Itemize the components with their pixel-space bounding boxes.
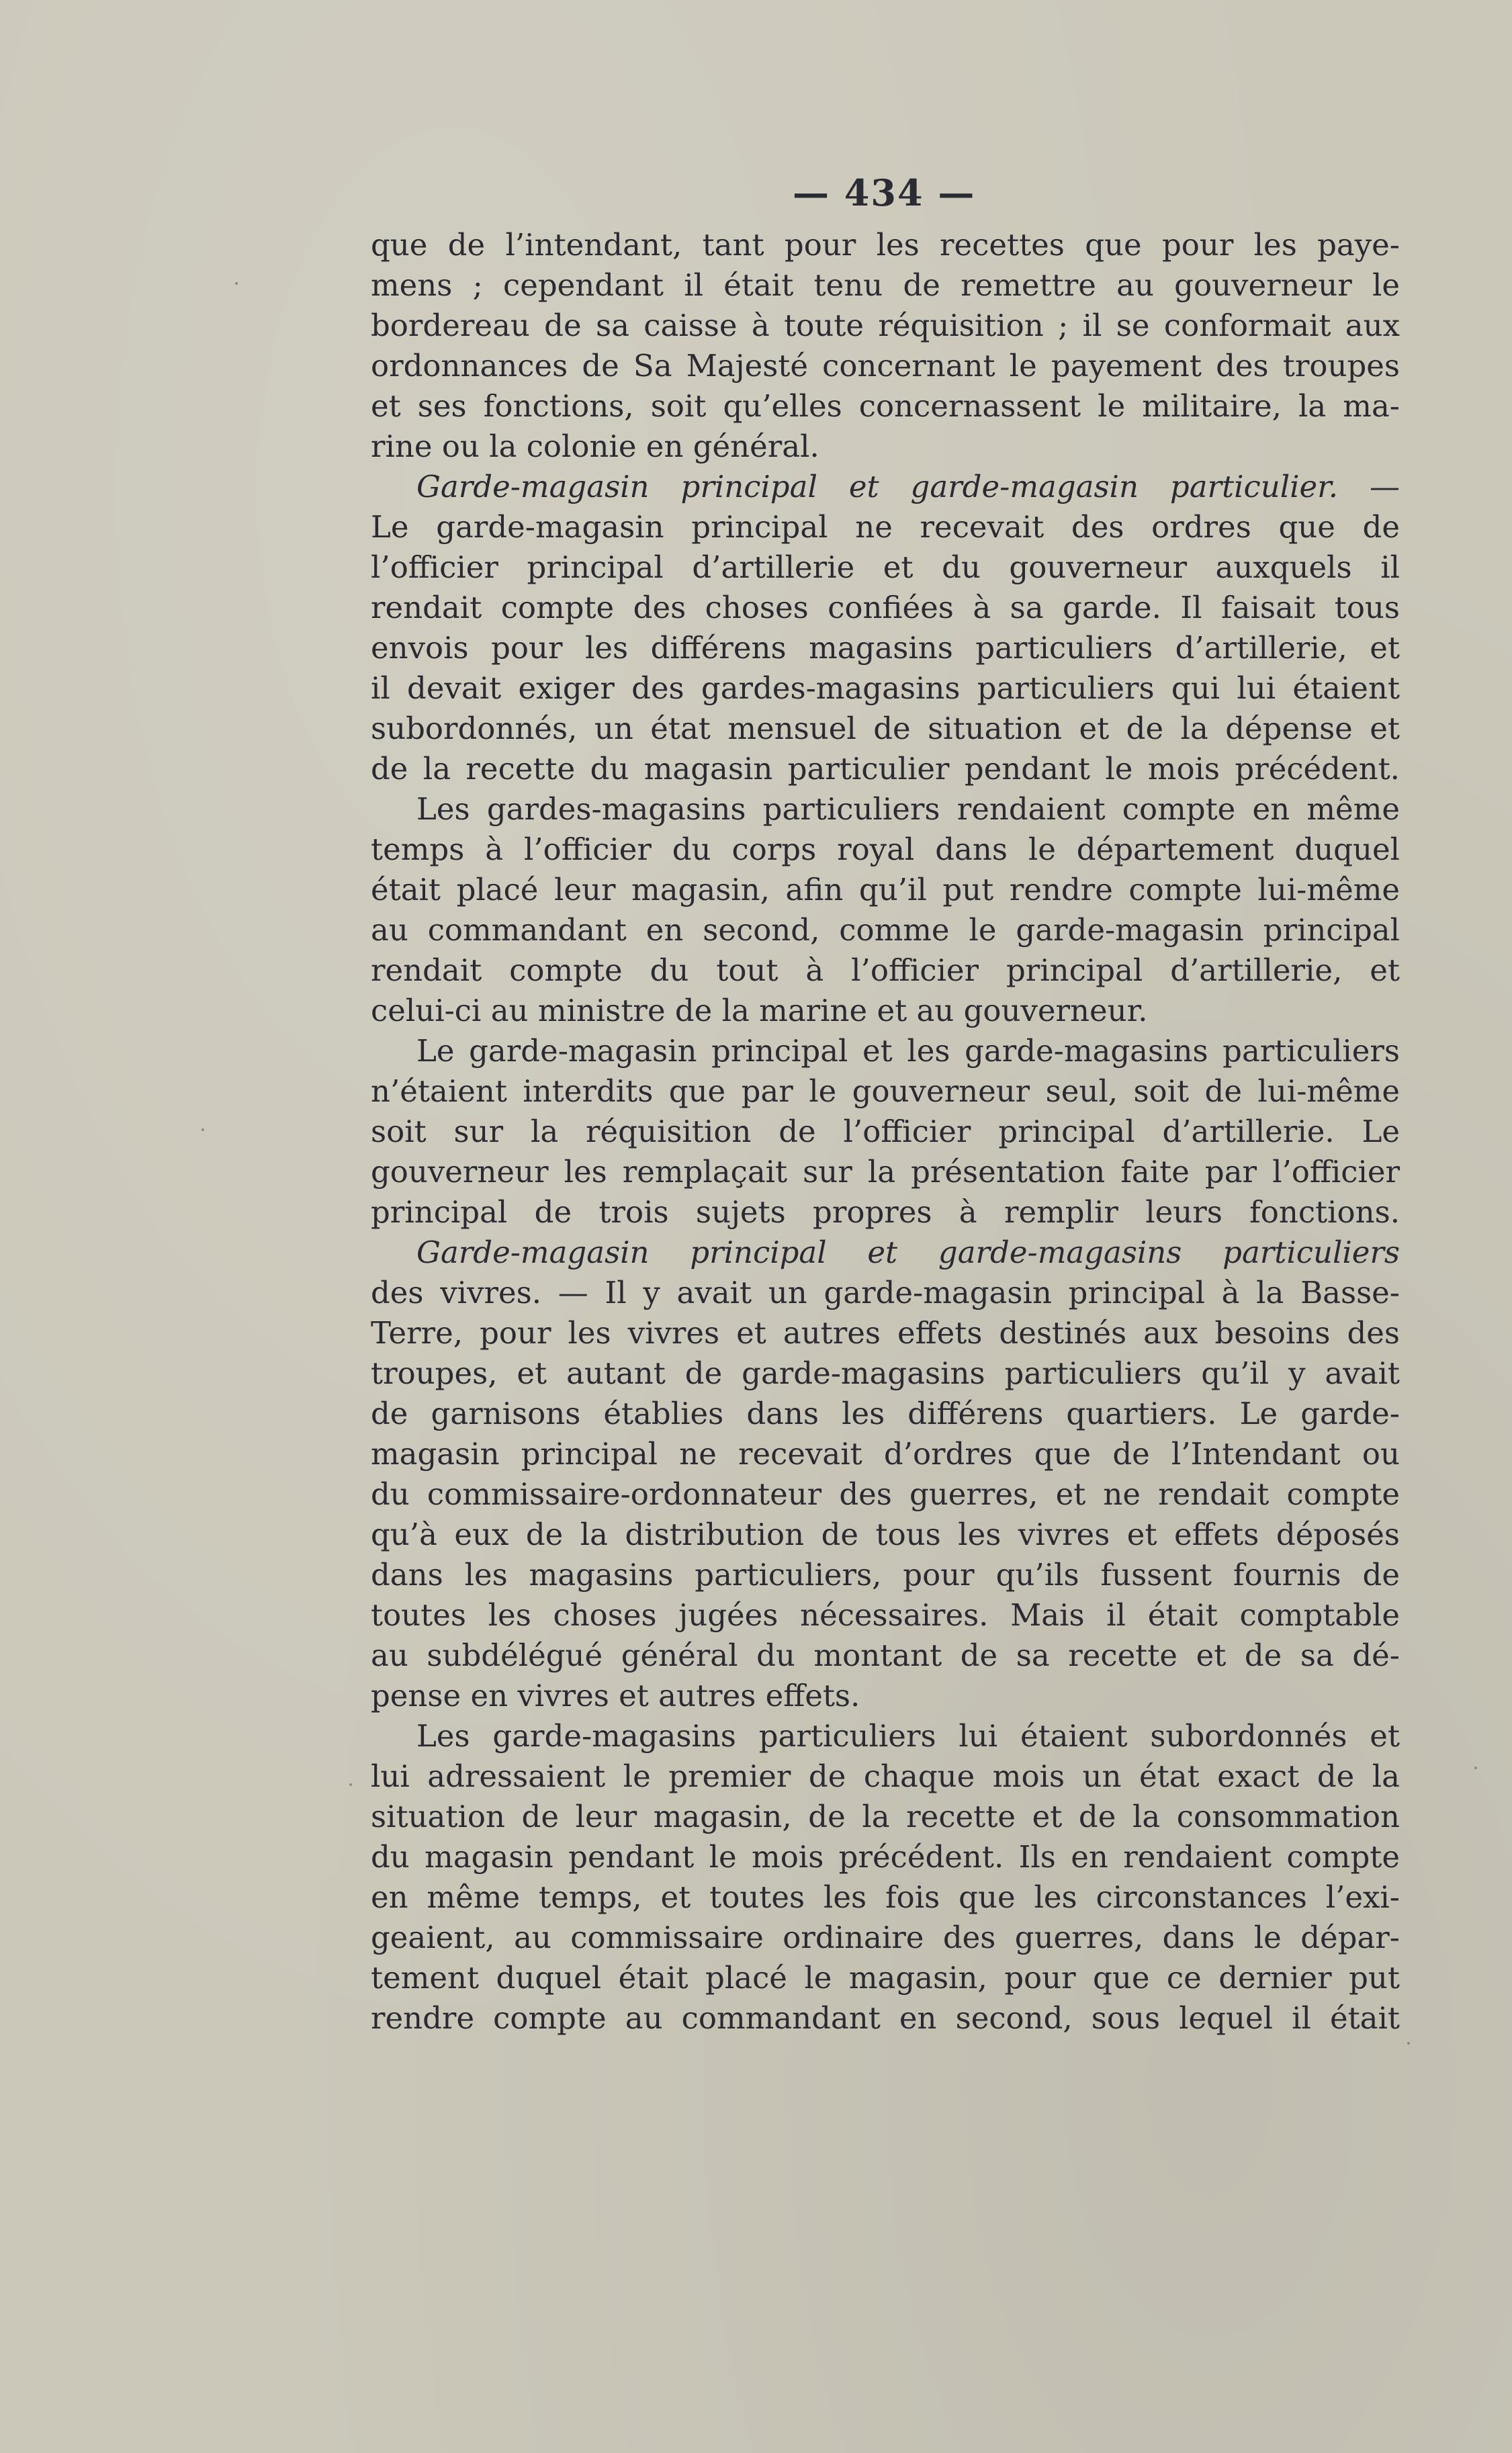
text-line: du commissaire-ordonnateur des guerres, et ne rendait compte [371,1476,1400,1512]
text-line: tement duquel était placé le magasin, pour que ce dernier put [371,1960,1400,1996]
paper-speck [202,1128,204,1131]
paper-speck [1407,2042,1410,2045]
text-line: que de l’intendant, tant pour les recettes que pour les paye- [371,227,1400,263]
text-line: était placé leur magasin, afin qu’il put rendre compte lui-même [371,872,1400,907]
text-line: envois pour les différens magasins particuliers d’artillerie, et [371,630,1400,666]
text-line: au subdélégué général du montant de sa recette et de sa dé- [371,1638,1400,1673]
text-line: subordonnés, un état mensuel de situation et de la dépense et [371,711,1400,746]
text-line: ordonnances de Sa Majesté concernant le payement des troupes [371,348,1400,384]
text-line: Les garde-magasins particuliers lui étaient subordonnés et [416,1718,1400,1754]
body-text [371,225,1400,2039]
text-line: l’officier principal d’artillerie et du gouverneur auxquels il [371,549,1400,585]
text-line: qu’à eux de la distribution de tous les vivres et effets déposés [371,1517,1400,1552]
text-line: celui-ci au ministre de la marine et au gouverneur. [371,993,1148,1028]
text-line: il devait exiger des gardes-magasins particuliers qui lui étaient [371,670,1400,706]
paper-speck [235,282,238,285]
text-line: geaient, au commissaire ordinaire des guerres, dans le dépar- [371,1920,1400,1955]
text-line: en même temps, et toutes les fois que les circonstances l’exi- [371,1879,1400,1915]
text-line: des vivres. — Il y avait un garde-magasin principal à la Basse- [371,1275,1400,1310]
text-line: troupes, et autant de garde-magasins particuliers qu’il y avait [371,1355,1400,1391]
text-line: principal de trois sujets propres à remplir leurs fonctions. [371,1194,1400,1230]
text-line: rendre compte au commandant en second, sous lequel il était [371,2000,1400,2036]
section-heading-line: Garde-magasin principal et garde-magasin particulier. — [416,469,1400,504]
text-line: de garnisons établies dans les différens quartiers. Le garde- [371,1396,1400,1431]
text-line: lui adressaient le premier de chaque mois un état exact de la [371,1758,1400,1794]
text-line: Le garde-magasin principal et les garde-magasins particuliers [416,1033,1400,1069]
text-line: toutes les choses jugées nécessaires. Mais il était comptable [371,1597,1400,1633]
text-line: mens ; cependant il était tenu de remettre au gouverneur le [371,267,1400,303]
text-line: au commandant en second, comme le garde-magasin principal [371,912,1400,948]
text-line: et ses fonctions, soit qu’elles concernassent le militaire, la ma- [371,388,1400,424]
paper-speck [349,1783,352,1786]
text-line: dans les magasins particuliers, pour qu’ils fussent fournis de [371,1557,1400,1593]
text-line: Terre, pour les vivres et autres effets destinés aux besoins des [371,1315,1400,1351]
text-line: n’étaient interdits que par le gouverneur seul, soit de lui-même [371,1073,1400,1109]
text-line: pense en vivres et autres effets. [371,1678,860,1713]
text-line: magasin principal ne recevait d’ordres que de l’Intendant ou [371,1436,1400,1472]
text-line: Les gardes-magasins particuliers rendaient compte en même [416,791,1400,827]
text-line: gouverneur les remplaçait sur la présentation faite par l’officier [371,1154,1400,1190]
text-line: rine ou la colonie en général. [371,429,819,464]
text-line: du magasin pendant le mois précédent. Ils en rendaient compte [371,1839,1400,1875]
text-line: rendait compte du tout à l’officier principal d’artillerie, et [371,952,1400,988]
text-line: rendait compte des choses confiées à sa garde. Il faisait tous [371,590,1400,625]
page-number: — 434 — [793,171,976,214]
text-line: bordereau de sa caisse à toute réquisition ; il se conformait aux [371,308,1400,343]
text-line: temps à l’officier du corps royal dans le département duquel [371,832,1400,867]
text-line: soit sur la réquisition de l’officier principal d’artillerie. Le [371,1114,1400,1149]
text-line: de la recette du magasin particulier pendant le mois précédent. [371,751,1400,787]
text-line: situation de leur magasin, de la recette et de la consommation [371,1799,1400,1834]
section-heading-line: Garde-magasin principal et garde-magasins particuliers [416,1235,1400,1270]
paper-speck [1474,1767,1477,1769]
text-line: Le garde-magasin principal ne recevait des ordres que de [371,509,1400,545]
